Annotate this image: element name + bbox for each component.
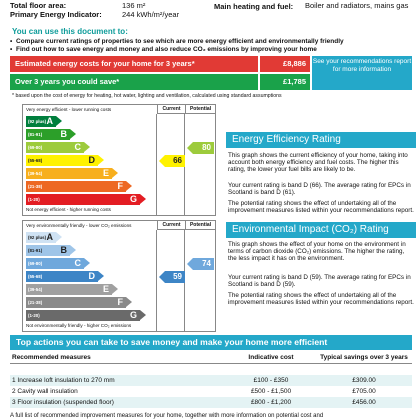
saving-value: £1,785 (260, 74, 310, 90)
potential-column-header: Potential (185, 221, 215, 230)
potential-rating-arrow: 74 (193, 258, 214, 270)
cost-summary (10, 56, 412, 90)
band-letter: G (129, 310, 137, 320)
property-summary (0, 0, 420, 24)
energy-indicator-label: Primary Energy Indicator: (10, 10, 102, 19)
band-letter: E (102, 168, 109, 178)
band-letter: B (60, 245, 67, 255)
energy-efficiency-current: Your current rating is band D (66). The average rating for EPCs in Scotland is band D (61). (228, 182, 411, 196)
band-letter: F (117, 181, 123, 191)
band-range: (69-80) (28, 261, 43, 266)
band-letter: B (60, 129, 67, 139)
energy-efficiency-title: Energy Efficiency Rating (226, 132, 416, 148)
rating-band-d (26, 155, 98, 166)
measure-saving: £309.00 (352, 377, 376, 384)
rating-band-a (26, 116, 56, 127)
band-range: (81-91) (28, 248, 43, 253)
table-row (10, 375, 412, 386)
band-letter: E (102, 284, 109, 294)
use-bullets (16, 38, 344, 54)
rating-band-b (26, 245, 70, 256)
band-letter: C (74, 258, 81, 268)
environmental-impact-potential: The potential rating shows the effect of undertaking all of the improvement measures listed within your recommendations report. (228, 292, 414, 306)
energy-efficiency-potential: The potential rating shows the effect of undertaking all of the improvement measures listed within your recommendations report. (228, 200, 414, 214)
band-range: (92 plus) (28, 235, 47, 240)
heating-value: Boiler and radiators, mains gas (305, 1, 409, 10)
band-range: (1-20) (28, 197, 40, 202)
measure-cost: £500 - £1,500 (250, 388, 292, 395)
current-rating-arrow: 59 (165, 271, 185, 283)
measures-column-header: Recommended measures (12, 354, 91, 361)
rating-band-f (26, 181, 126, 192)
band-letter: A (46, 232, 53, 242)
estimated-cost-row (10, 56, 310, 72)
chart-header: Very energy efficient - lower running costs (26, 107, 112, 112)
environmental-impact-description: This graph shows the effect of your home on the environment in terms of carbon dioxide (CO₂) emissions. The higher the rating, the less impact it has on the environment. (228, 241, 406, 262)
rating-band-e (26, 168, 112, 179)
column-divider (156, 230, 157, 331)
measure-cost: £800 - £1,200 (250, 399, 292, 406)
recommended-measures-table (10, 352, 412, 409)
measure-cost: £100 - £350 (253, 377, 289, 384)
environmental-impact-current: Your current rating is band D (59). The average rating for EPCs in Scotland is band D (59). (228, 274, 411, 288)
see-recommendations-box[interactable]: See your recommendations report for more information (312, 56, 412, 90)
rating-band-d (26, 271, 98, 282)
cost-footnote: * based upon the cost of energy for heating, hot water, lighting and ventilation, calculated using standard assumptions (12, 93, 282, 99)
full-list-note: A full list of recommended improvement measures for your home, together with more information on potential cost and (10, 413, 324, 419)
table-row (10, 386, 412, 397)
table-row (10, 397, 412, 408)
table-divider (10, 363, 412, 364)
use-bullet: • Compare current ratings of properties to see which are more energy efficient and environmentally friendly (16, 38, 344, 46)
potential-column-header: Potential (185, 105, 215, 114)
band-range: (92 plus) (28, 119, 47, 124)
rating-band-b (26, 129, 70, 140)
saving-label: Over 3 years you could save* (10, 74, 258, 90)
saving-row (10, 74, 310, 90)
floor-area-label: Total floor area: (10, 1, 67, 10)
floor-area-value: 136 m² (122, 1, 146, 10)
rating-band-g (26, 310, 140, 321)
band-range: (1-20) (28, 313, 40, 318)
energy-indicator-value: 244 kWh/m²/year (122, 10, 180, 19)
estimated-cost-value: £8,886 (260, 56, 310, 72)
column-divider (156, 114, 157, 215)
band-range: (81-91) (28, 132, 43, 137)
band-range: (21-38) (28, 184, 43, 189)
rating-band-f (26, 297, 126, 308)
top-actions-title: Top actions you can take to save money and make your home more efficient (10, 335, 412, 350)
current-column-header: Current (157, 221, 185, 230)
potential-rating-arrow: 80 (193, 142, 214, 154)
current-column-header: Current (157, 105, 185, 114)
band-letter: D (88, 155, 95, 165)
savings-column-header: Typical savings over 3 years (320, 354, 408, 361)
band-range: (21-38) (28, 300, 43, 305)
rating-band-g (26, 194, 140, 205)
energy-efficiency-description: This graph shows the current efficiency of your home, taking into account both energy efficiency and fuel costs. The higher this rating, the lower your fuel bills are likely to be. (228, 152, 408, 173)
band-letter: G (129, 194, 137, 204)
band-range: (69-80) (28, 145, 43, 150)
measure-saving: £705.00 (352, 388, 376, 395)
environmental-impact-title: Environmental Impact (CO₂) Rating (226, 222, 416, 238)
heating-label: Main heating and fuel: (214, 2, 294, 11)
band-range: (55-68) (28, 274, 43, 279)
measure-name: 1 Increase loft insulation to 270 mm (12, 377, 115, 384)
environmental-impact-chart (22, 220, 216, 332)
measure-name: 3 Floor insulation (suspended floor) (12, 399, 114, 406)
use-document-title: You can use this document to: (12, 27, 128, 36)
energy-efficiency-chart (22, 104, 216, 216)
band-letter: C (74, 142, 81, 152)
rating-band-e (26, 284, 112, 295)
rating-band-c (26, 142, 84, 153)
band-range: (55-68) (28, 158, 43, 163)
band-letter: A (46, 116, 53, 126)
cost-column-header: Indicative cost (248, 354, 294, 361)
rating-band-c (26, 258, 84, 269)
band-range: (39-54) (28, 287, 43, 292)
chart-footer: Not environmentally friendly - higher CO₂ emissions (26, 323, 132, 328)
band-letter: D (88, 271, 95, 281)
band-range: (39-54) (28, 171, 43, 176)
chart-footer: Not energy efficient - higher running costs (26, 207, 111, 212)
use-bullet: • Find out how to save energy and money and also reduce CO₂ emissions by improving your home (16, 46, 344, 54)
rating-band-a (26, 232, 56, 243)
estimated-cost-label: Estimated energy costs for your home for 3 years* (10, 56, 258, 72)
measure-saving: £456.00 (352, 399, 376, 406)
band-letter: F (117, 297, 123, 307)
chart-header: Very environmentally friendly - lower CO₂ emissions (26, 223, 132, 228)
current-rating-arrow: 66 (165, 155, 185, 167)
measure-name: 2 Cavity wall insulation (12, 388, 78, 395)
